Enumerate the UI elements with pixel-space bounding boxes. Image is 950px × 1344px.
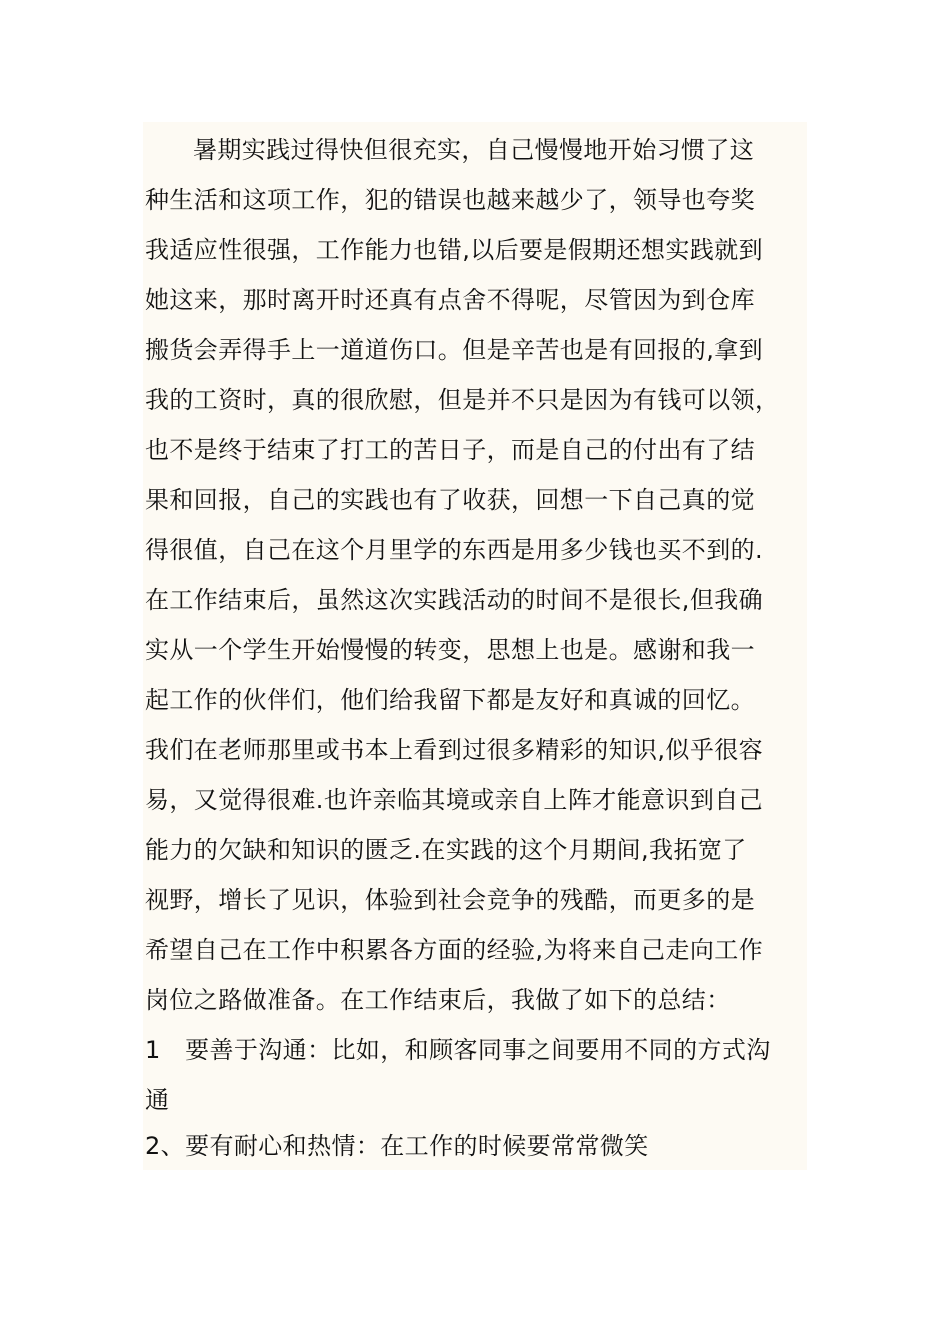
text-line: 她这来，那时离开时还真有点舍不得呢，尽管因为到仓库 [145,286,755,314]
text-line: 希望自己在工作中积累各方面的经验,为将来自己走向工作 [145,936,764,964]
text-line: 我们在老师那里或书本上看到过很多精彩的知识,似乎很容 [145,736,764,764]
text-line: 实从一个学生开始慢慢的转变，思想上也是。感谢和我一 [145,636,755,664]
text-line: 搬货会弄得手上一道道伤口。但是辛苦也是有回报的,拿到 [145,336,764,364]
text-line: 得很值，自己在这个月里学的东西是用多少钱也买不到的. [145,536,764,564]
text-line: 种生活和这项工作，犯的错误也越来越少了，领导也夸奖 [145,186,755,214]
text-line: 也不是终于结束了打工的苦日子，而是自己的付出有了结 [145,436,755,464]
text-line: 暑期实践过得快但很充实，自己慢慢地开始习惯了这 [193,136,755,164]
list-item: 2、要有耐心和热情：在工作的时候要常常微笑 [145,1132,649,1160]
text-line: 在工作结束后，虽然这次实践活动的时间不是很长,但我确 [145,586,764,614]
text-line: 能力的欠缺和知识的匮乏.在实践的这个月期间,我拓宽了 [145,836,747,864]
text-line: 起工作的伙伴们，他们给我留下都是友好和真诚的回忆。 [145,686,755,714]
text-line: 通 [145,1086,170,1114]
text-line: 视野，增长了见识，体验到社会竞争的残酷，而更多的是 [145,886,755,914]
text-line: 我的工资时，真的很欣慰，但是并不只是因为有钱可以领， [145,386,780,414]
text-line: 易，又觉得很难.也许亲临其境或亲自上阵才能意识到自己 [145,786,764,814]
text-line: 我适应性很强，工作能力也错,以后要是假期还想实践就到 [145,236,764,264]
text-line: 果和回报，自己的实践也有了收获，回想一下自己真的觉 [145,486,755,514]
body-text [143,122,807,1170]
text-line: 岗位之路做准备。在工作结束后，我做了如下的总结： [145,986,731,1014]
list-item: 1 要善于沟通：比如，和顾客同事之间要用不同的方式沟 [145,1036,771,1064]
